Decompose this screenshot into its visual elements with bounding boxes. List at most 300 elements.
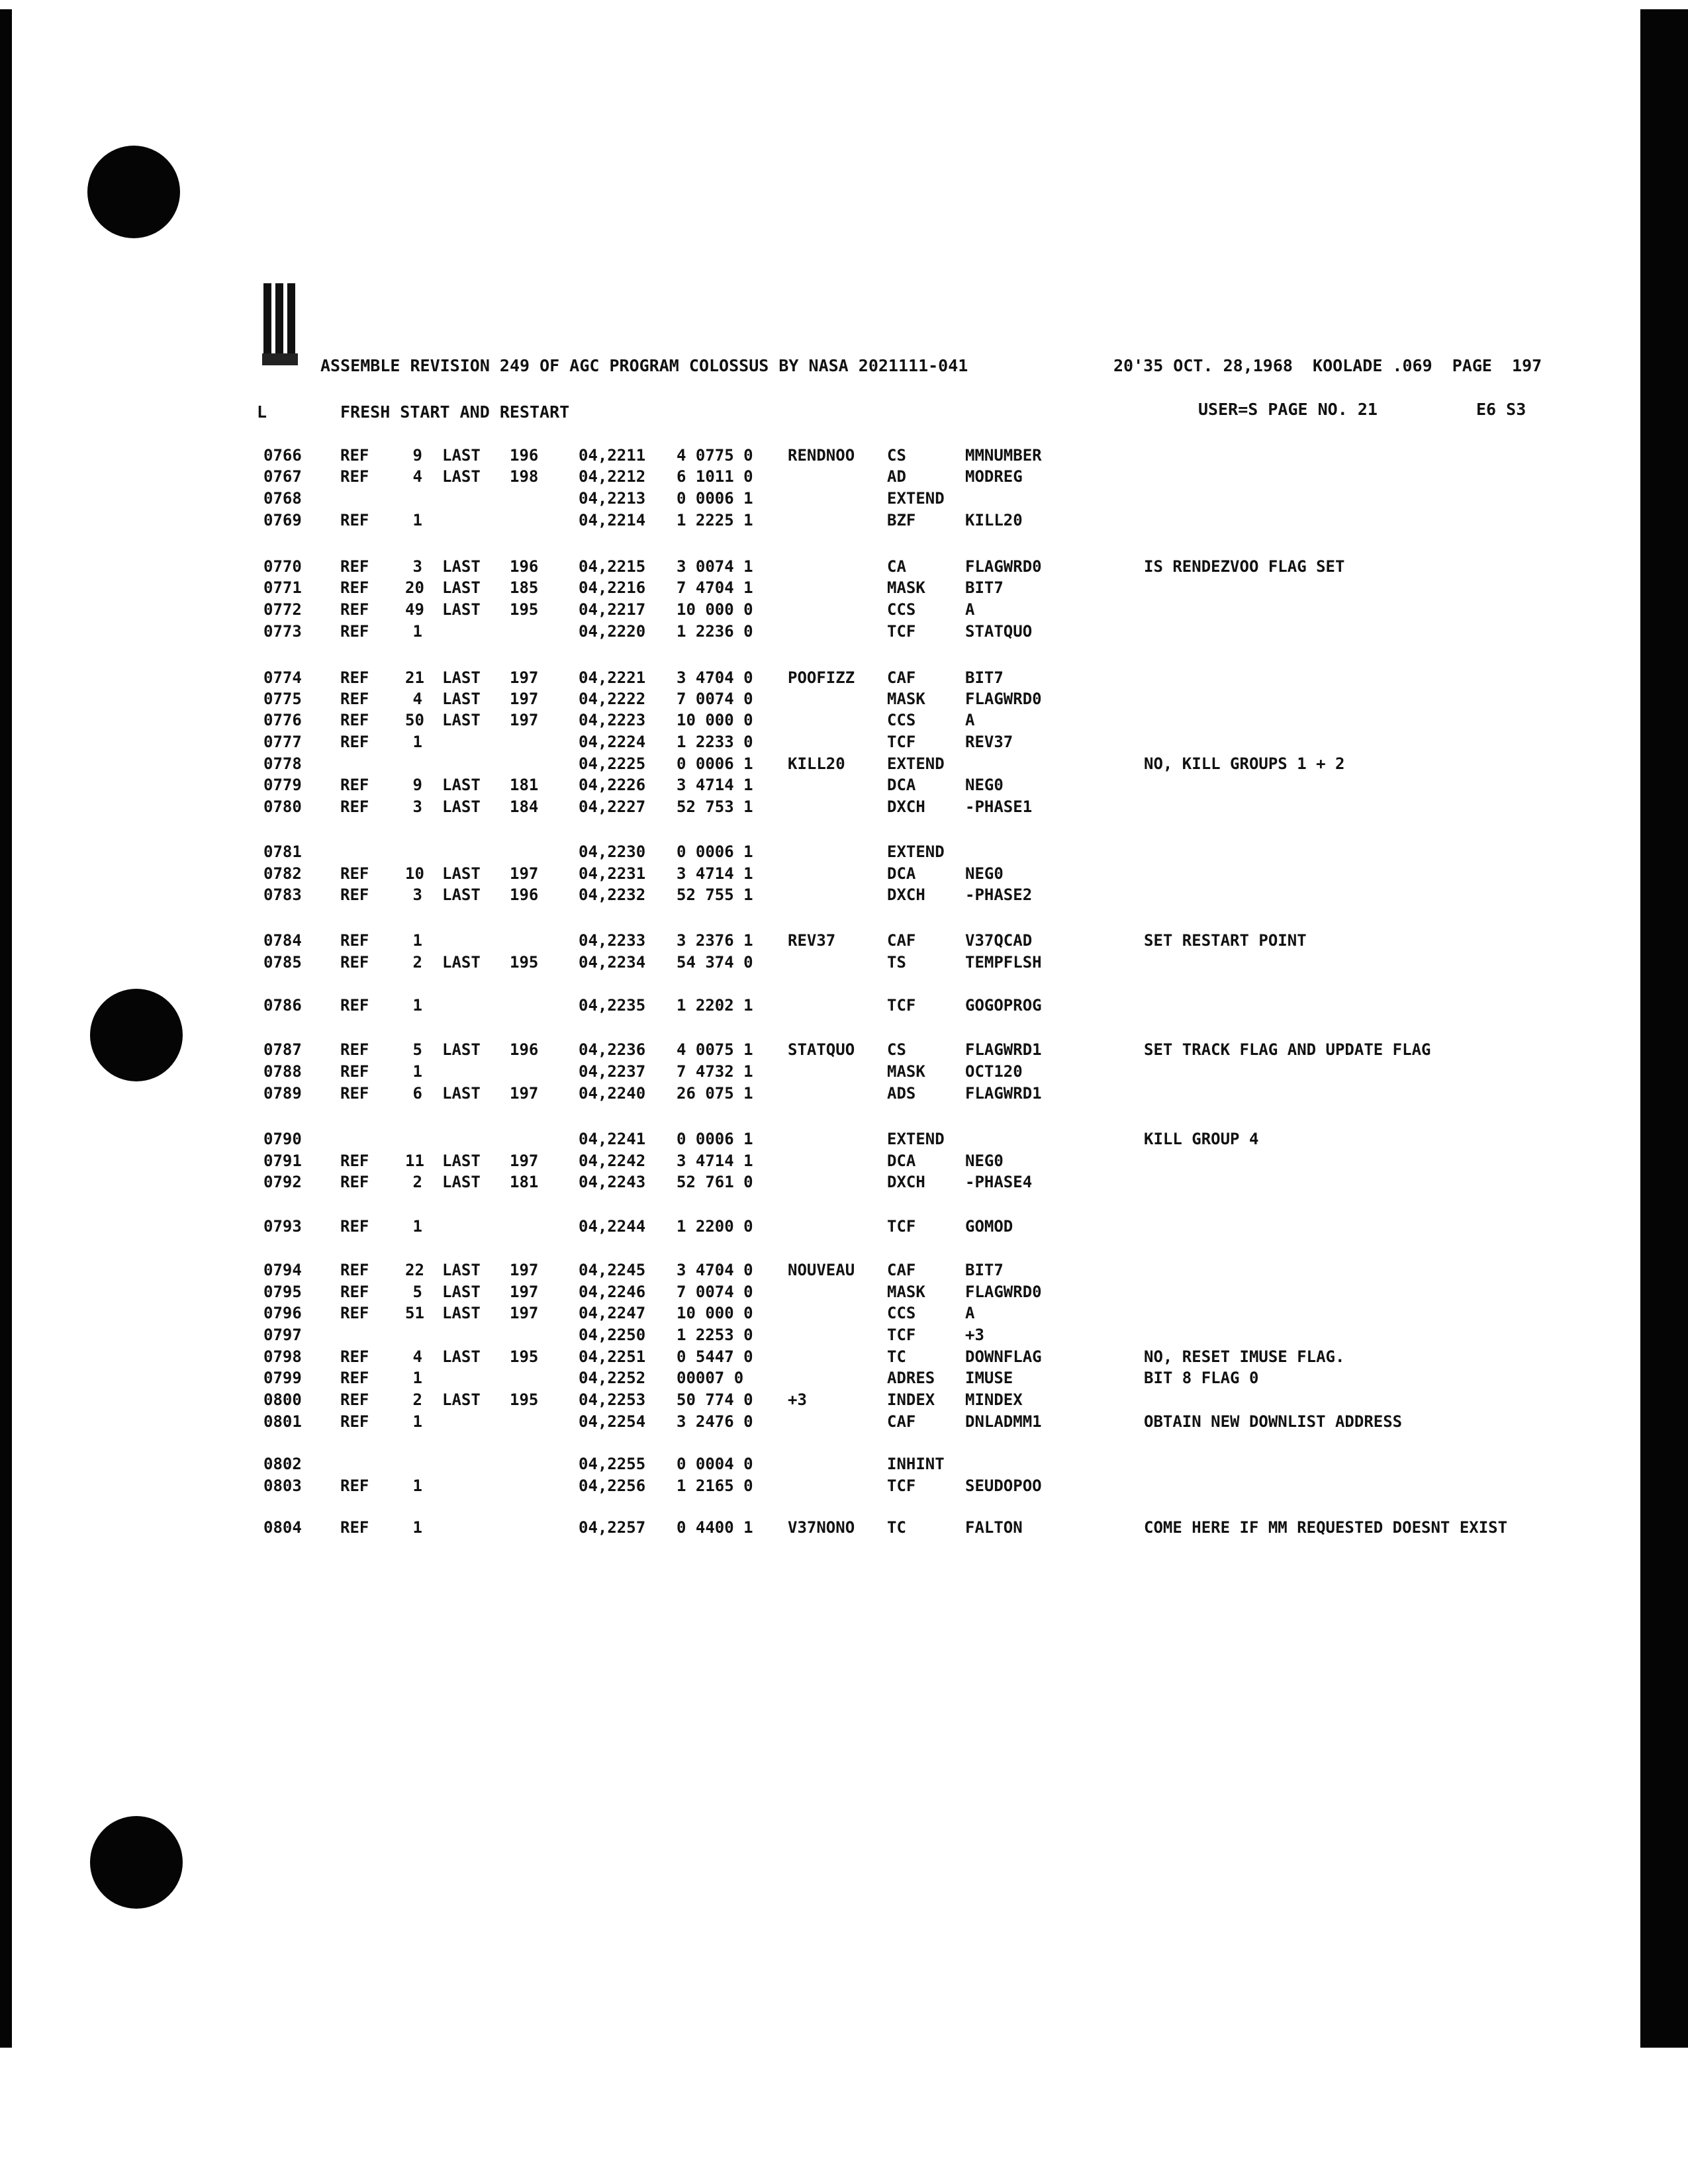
opcode: DCA: [887, 1152, 916, 1170]
listing-row: [0, 600, 1635, 621]
address: 04,2224: [579, 733, 646, 751]
address: 04,2216: [579, 578, 646, 597]
address: 04,2215: [579, 557, 646, 576]
line-number: 0791: [263, 1152, 302, 1170]
comment: OBTAIN NEW DOWNLIST ADDRESS: [1144, 1412, 1403, 1431]
listing-row: [0, 1173, 1635, 1194]
opcode: EXTEND: [887, 1130, 945, 1148]
octal-code: 4 0075 1: [677, 1040, 753, 1059]
address: 04,2243: [579, 1173, 646, 1191]
opcode: AD: [887, 467, 906, 486]
listing-row: [0, 1455, 1635, 1476]
address: 04,2230: [579, 842, 646, 861]
address: 04,2244: [579, 1217, 646, 1236]
listing-row: [0, 1062, 1635, 1083]
ref-marker: REF: [340, 557, 369, 576]
listing-row: [0, 1369, 1635, 1390]
ref-marker: REF: [340, 622, 369, 641]
line-number: 0779: [263, 776, 302, 794]
line-number: 0787: [263, 1040, 302, 1059]
last-page: 197: [510, 1152, 539, 1170]
octal-code: 3 4714 1: [677, 864, 753, 883]
listing-marker: L: [257, 402, 267, 422]
operand: FLAGWRD0: [965, 1283, 1042, 1301]
line-number: 0784: [263, 931, 302, 950]
last-page: 196: [510, 1040, 539, 1059]
line-number: 0795: [263, 1283, 302, 1301]
ref-marker: REF: [340, 1390, 369, 1409]
listing-row: [0, 1390, 1635, 1412]
operand: REV37: [965, 733, 1013, 751]
operand: MMNUMBER: [965, 446, 1042, 465]
address: 04,2234: [579, 953, 646, 972]
ref-marker: REF: [340, 931, 369, 950]
last-page: 198: [510, 467, 539, 486]
line-number: 0773: [263, 622, 302, 641]
octal-code: 0 0004 0: [677, 1455, 753, 1473]
line-number: 0766: [263, 446, 302, 465]
line-number: 0790: [263, 1130, 302, 1148]
ref-count: 20: [405, 578, 424, 597]
last-marker: LAST: [442, 690, 481, 708]
address: 04,2214: [579, 511, 646, 529]
last-marker: LAST: [442, 1261, 481, 1279]
line-number: 0783: [263, 886, 302, 904]
octal-code: 4 0775 0: [677, 446, 753, 465]
ref-marker: REF: [340, 446, 369, 465]
octal-code: 52 761 0: [677, 1173, 753, 1191]
opcode: MASK: [887, 1283, 925, 1301]
opcode: DXCH: [887, 1173, 925, 1191]
ref-marker: REF: [340, 1369, 369, 1387]
listing-row: [0, 1130, 1635, 1151]
user-page-number: USER=S PAGE NO. 21: [1198, 400, 1378, 419]
opcode: TS: [887, 953, 906, 972]
operand: MINDEX: [965, 1390, 1023, 1409]
address: 04,2237: [579, 1062, 646, 1081]
line-number: 0794: [263, 1261, 302, 1279]
symbol-label: KILL20: [788, 754, 845, 773]
operand: FLAGWRD0: [965, 690, 1042, 708]
listing-row: [0, 1040, 1635, 1062]
address: 04,2257: [579, 1518, 646, 1537]
line-number: 0796: [263, 1304, 302, 1322]
octal-code: 00007 0: [677, 1369, 744, 1387]
listing-row: [0, 1412, 1635, 1433]
operand: NEG0: [965, 776, 1004, 794]
listing-row: [0, 1084, 1635, 1105]
line-number: 0776: [263, 711, 302, 729]
ref-count: 11: [405, 1152, 424, 1170]
operand: A: [965, 600, 975, 619]
last-page: 184: [510, 797, 539, 816]
ref-count: 3: [412, 797, 422, 816]
listing-row: [0, 733, 1635, 754]
comment: IS RENDEZVOO FLAG SET: [1144, 557, 1345, 576]
ref-count: 3: [412, 557, 422, 576]
operand: BIT7: [965, 578, 1004, 597]
last-marker: LAST: [442, 864, 481, 883]
address: 04,2226: [579, 776, 646, 794]
line-number: 0793: [263, 1217, 302, 1236]
last-marker: LAST: [442, 668, 481, 687]
listing-row: [0, 711, 1635, 732]
opcode: TC: [887, 1347, 906, 1366]
last-marker: LAST: [442, 600, 481, 619]
opcode: DXCH: [887, 797, 925, 816]
opcode: CAF: [887, 931, 916, 950]
ref-count: 1: [412, 1369, 422, 1387]
ref-count: 2: [412, 1173, 422, 1191]
ref-count: 50: [405, 711, 424, 729]
listing-row: [0, 1283, 1635, 1304]
octal-code: 1 2202 1: [677, 996, 753, 1015]
octal-code: 3 4704 0: [677, 668, 753, 687]
ref-marker: REF: [340, 1084, 369, 1103]
octal-code: 7 0074 0: [677, 1283, 753, 1301]
address: 04,2221: [579, 668, 646, 687]
line-number: 0778: [263, 754, 302, 773]
last-page: 196: [510, 886, 539, 904]
comment: NO, RESET IMUSE FLAG.: [1144, 1347, 1345, 1366]
listing-row: [0, 578, 1635, 600]
ref-count: 1: [412, 733, 422, 751]
line-number: 0767: [263, 467, 302, 486]
operand: A: [965, 711, 975, 729]
ref-count: 1: [412, 1062, 422, 1081]
last-marker: LAST: [442, 1084, 481, 1103]
line-number: 0780: [263, 797, 302, 816]
operand: DNLADMM1: [965, 1412, 1042, 1431]
listing-row: [0, 511, 1635, 532]
operand: NEG0: [965, 864, 1004, 883]
address: 04,2232: [579, 886, 646, 904]
opcode: CAF: [887, 1412, 916, 1431]
address: 04,2223: [579, 711, 646, 729]
opcode: TCF: [887, 733, 916, 751]
address: 04,2211: [579, 446, 646, 465]
comment: COME HERE IF MM REQUESTED DOESNT EXIST: [1144, 1518, 1508, 1537]
last-page: 181: [510, 776, 539, 794]
address: 04,2240: [579, 1084, 646, 1103]
symbol-label: V37NONO: [788, 1518, 855, 1537]
line-number: 0781: [263, 842, 302, 861]
address: 04,2225: [579, 754, 646, 773]
ref-marker: REF: [340, 711, 369, 729]
printer-logo-icon: [262, 283, 298, 365]
octal-code: 3 2376 1: [677, 931, 753, 950]
address: 04,2251: [579, 1347, 646, 1366]
operand: SEUDOPOO: [965, 1477, 1042, 1495]
line-number: 0777: [263, 733, 302, 751]
line-number: 0771: [263, 578, 302, 597]
octal-code: 54 374 0: [677, 953, 753, 972]
ref-count: 9: [412, 776, 422, 794]
last-page: 197: [510, 1304, 539, 1322]
last-marker: LAST: [442, 1390, 481, 1409]
opcode: TCF: [887, 996, 916, 1015]
opcode: MASK: [887, 1062, 925, 1081]
last-page: 197: [510, 668, 539, 687]
last-marker: LAST: [442, 446, 481, 465]
octal-code: 0 0006 1: [677, 754, 753, 773]
ref-count: 2: [412, 1390, 422, 1409]
line-number: 0769: [263, 511, 302, 529]
last-page: 185: [510, 578, 539, 597]
symbol-label: NOUVEAU: [788, 1261, 855, 1279]
last-page: 197: [510, 864, 539, 883]
ref-marker: REF: [340, 668, 369, 687]
symbol-label: STATQUO: [788, 1040, 855, 1059]
ref-count: 51: [405, 1304, 424, 1322]
ref-count: 1: [412, 511, 422, 529]
octal-code: 0 0006 1: [677, 1130, 753, 1148]
last-page: 197: [510, 1084, 539, 1103]
ref-marker: REF: [340, 1217, 369, 1236]
ref-marker: REF: [340, 886, 369, 904]
opcode: CAF: [887, 668, 916, 687]
opcode: CS: [887, 446, 906, 465]
octal-code: 3 2476 0: [677, 1412, 753, 1431]
symbol-label: REV37: [788, 931, 836, 950]
address: 04,2213: [579, 489, 646, 508]
listing-row: [0, 797, 1635, 819]
ref-count: 1: [412, 1518, 422, 1537]
punch-hole-bottom: [90, 1816, 183, 1909]
ref-marker: REF: [340, 600, 369, 619]
address: 04,2256: [579, 1477, 646, 1495]
ref-marker: REF: [340, 467, 369, 486]
octal-code: 0 5447 0: [677, 1347, 753, 1366]
operand: STATQUO: [965, 622, 1033, 641]
operand: BIT7: [965, 1261, 1004, 1279]
opcode: CAF: [887, 1261, 916, 1279]
ref-count: 2: [412, 953, 422, 972]
listing-row: [0, 690, 1635, 711]
ref-count: 5: [412, 1040, 422, 1059]
address: 04,2241: [579, 1130, 646, 1148]
symbol-label: RENDNOO: [788, 446, 855, 465]
address: 04,2233: [579, 931, 646, 950]
operand: FALTON: [965, 1518, 1023, 1537]
last-marker: LAST: [442, 1283, 481, 1301]
operand: FLAGWRD0: [965, 557, 1042, 576]
last-marker: LAST: [442, 776, 481, 794]
ref-count: 4: [412, 467, 422, 486]
address: 04,2212: [579, 467, 646, 486]
line-number: 0804: [263, 1518, 302, 1537]
last-marker: LAST: [442, 711, 481, 729]
address: 04,2222: [579, 690, 646, 708]
ref-count: 1: [412, 1477, 422, 1495]
ref-count: 10: [405, 864, 424, 883]
last-marker: LAST: [442, 1304, 481, 1322]
listing-row: [0, 776, 1635, 797]
line-number: 0774: [263, 668, 302, 687]
opcode: DCA: [887, 864, 916, 883]
opcode: TCF: [887, 1217, 916, 1236]
comment: BIT 8 FLAG 0: [1144, 1369, 1259, 1387]
listing-row: [0, 842, 1635, 864]
page-code: E6 S3: [1476, 400, 1526, 419]
octal-code: 10 000 0: [677, 1304, 753, 1322]
opcode: CCS: [887, 600, 916, 619]
address: 04,2231: [579, 864, 646, 883]
ref-marker: REF: [340, 1347, 369, 1366]
ref-count: 6: [412, 1084, 422, 1103]
listing-row: [0, 754, 1635, 776]
address: 04,2220: [579, 622, 646, 641]
line-number: 0786: [263, 996, 302, 1015]
octal-code: 1 2225 1: [677, 511, 753, 529]
octal-code: 52 755 1: [677, 886, 753, 904]
address: 04,2217: [579, 600, 646, 619]
operand: GOGOPROG: [965, 996, 1042, 1015]
operand: V37QCAD: [965, 931, 1033, 950]
ref-marker: REF: [340, 776, 369, 794]
ref-marker: REF: [340, 1062, 369, 1081]
symbol-label: +3: [788, 1390, 807, 1409]
ref-count: 3: [412, 886, 422, 904]
last-marker: LAST: [442, 578, 481, 597]
listing-row: [0, 668, 1635, 690]
ref-marker: REF: [340, 1152, 369, 1170]
comment: SET RESTART POINT: [1144, 931, 1307, 950]
line-number: 0797: [263, 1326, 302, 1344]
last-page: 195: [510, 953, 539, 972]
line-number: 0801: [263, 1412, 302, 1431]
line-number: 0768: [263, 489, 302, 508]
opcode: TCF: [887, 1477, 916, 1495]
listing-row: [0, 467, 1635, 488]
last-page: 197: [510, 1261, 539, 1279]
last-page: 195: [510, 1347, 539, 1366]
opcode: DCA: [887, 776, 916, 794]
line-number: 0770: [263, 557, 302, 576]
opcode: MASK: [887, 578, 925, 597]
address: 04,2227: [579, 797, 646, 816]
octal-code: 26 075 1: [677, 1084, 753, 1103]
last-marker: LAST: [442, 467, 481, 486]
listing-header-timestamp: 20'35 OCT. 28,1968 KOOLADE .069 PAGE 197: [1113, 356, 1542, 375]
last-page: 196: [510, 557, 539, 576]
ref-marker: REF: [340, 1477, 369, 1495]
operand: A: [965, 1304, 975, 1322]
operand: IMUSE: [965, 1369, 1013, 1387]
line-number: 0802: [263, 1455, 302, 1473]
octal-code: 1 2236 0: [677, 622, 753, 641]
ref-count: 4: [412, 1347, 422, 1366]
ref-marker: REF: [340, 578, 369, 597]
listing-row: [0, 996, 1635, 1017]
operand: GOMOD: [965, 1217, 1013, 1236]
ref-marker: REF: [340, 690, 369, 708]
octal-code: 1 2233 0: [677, 733, 753, 751]
line-number: 0792: [263, 1173, 302, 1191]
octal-code: 0 0006 1: [677, 842, 753, 861]
listing-row: [0, 557, 1635, 578]
last-page: 181: [510, 1173, 539, 1191]
operand: -PHASE4: [965, 1173, 1033, 1191]
octal-code: 7 0074 0: [677, 690, 753, 708]
ref-marker: REF: [340, 996, 369, 1015]
opcode: INHINT: [887, 1455, 945, 1473]
ref-count: 49: [405, 600, 424, 619]
operand: TEMPFLSH: [965, 953, 1042, 972]
ref-count: 1: [412, 622, 422, 641]
listing-row: [0, 1217, 1635, 1238]
line-number: 0789: [263, 1084, 302, 1103]
line-number: 0798: [263, 1347, 302, 1366]
ref-marker: REF: [340, 1283, 369, 1301]
operand: OCT120: [965, 1062, 1023, 1081]
opcode: EXTEND: [887, 754, 945, 773]
comment: NO, KILL GROUPS 1 + 2: [1144, 754, 1345, 773]
opcode: TC: [887, 1518, 906, 1537]
opcode: ADS: [887, 1084, 916, 1103]
listing-row: [0, 446, 1635, 467]
listing-row: [0, 1152, 1635, 1173]
last-marker: LAST: [442, 886, 481, 904]
line-number: 0788: [263, 1062, 302, 1081]
operand: KILL20: [965, 511, 1023, 529]
scan-edge-right: [1640, 9, 1688, 2048]
octal-code: 7 4732 1: [677, 1062, 753, 1081]
operand: -PHASE2: [965, 886, 1033, 904]
opcode: CS: [887, 1040, 906, 1059]
last-page: 197: [510, 690, 539, 708]
opcode: TCF: [887, 1326, 916, 1344]
octal-code: 52 753 1: [677, 797, 753, 816]
ref-marker: REF: [340, 1518, 369, 1537]
last-marker: LAST: [442, 953, 481, 972]
line-number: 0803: [263, 1477, 302, 1495]
octal-code: 1 2253 0: [677, 1326, 753, 1344]
operand: +3: [965, 1326, 984, 1344]
ref-count: 21: [405, 668, 424, 687]
opcode: MASK: [887, 690, 925, 708]
ref-count: 1: [412, 1412, 422, 1431]
ref-marker: REF: [340, 1173, 369, 1191]
ref-count: 1: [412, 1217, 422, 1236]
ref-marker: REF: [340, 953, 369, 972]
opcode: INDEX: [887, 1390, 935, 1409]
last-page: 197: [510, 1283, 539, 1301]
octal-code: 3 0074 1: [677, 557, 753, 576]
last-page: 196: [510, 446, 539, 465]
opcode: BZF: [887, 511, 916, 529]
operand: NEG0: [965, 1152, 1004, 1170]
octal-code: 0 0006 1: [677, 489, 753, 508]
line-number: 0775: [263, 690, 302, 708]
last-marker: LAST: [442, 557, 481, 576]
punch-hole-top: [87, 146, 180, 238]
ref-marker: REF: [340, 1040, 369, 1059]
section-title: FRESH START AND RESTART: [340, 402, 570, 422]
operand: -PHASE1: [965, 797, 1033, 816]
symbol-label: POOFIZZ: [788, 668, 855, 687]
ref-count: 9: [412, 446, 422, 465]
line-number: 0772: [263, 600, 302, 619]
listing-row: [0, 622, 1635, 643]
last-marker: LAST: [442, 1152, 481, 1170]
address: 04,2235: [579, 996, 646, 1015]
operand: FLAGWRD1: [965, 1084, 1042, 1103]
comment: SET TRACK FLAG AND UPDATE FLAG: [1144, 1040, 1431, 1059]
opcode: CA: [887, 557, 906, 576]
octal-code: 3 4714 1: [677, 776, 753, 794]
octal-code: 6 1011 0: [677, 467, 753, 486]
